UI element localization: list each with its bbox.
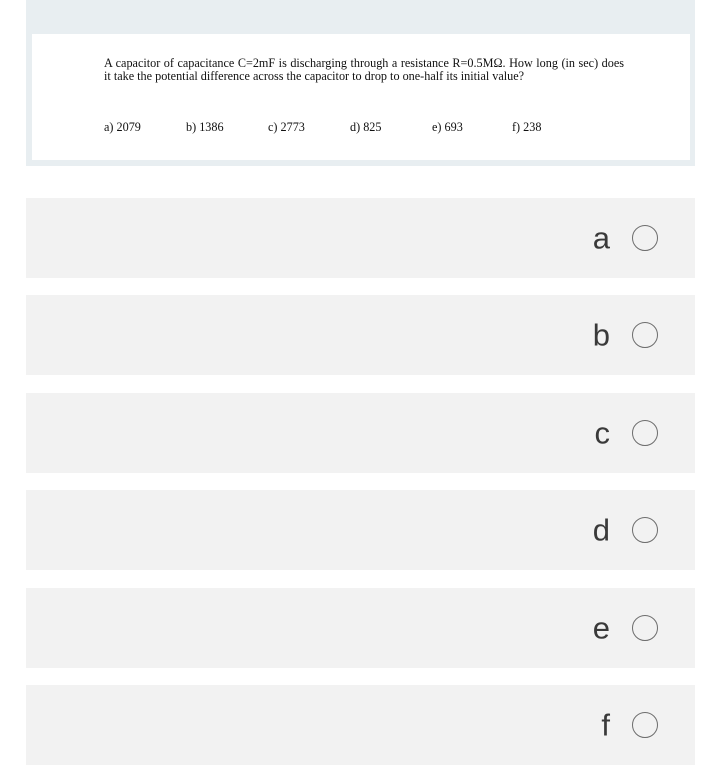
choices-line [32, 120, 690, 136]
choice-f-text: f) 238 [512, 120, 542, 134]
radio-unchecked-icon[interactable] [632, 322, 658, 348]
choice-c-text: c) 2773 [268, 120, 305, 134]
choice-a-text: a) 2079 [104, 120, 141, 134]
answer-label: c [594, 415, 610, 451]
question-card [32, 34, 690, 160]
choice-d-text: d) 825 [350, 120, 382, 134]
answer-label: a [592, 220, 610, 256]
question-text: A capacitor of capacitance C=2mF is discharging through a resistance R=0.5MΩ. How long (in sec) does it take the potential difference across the capacitor to drop to one-half its initial value? [104, 56, 624, 83]
answer-option-a[interactable] [26, 198, 695, 278]
choice-b-text: b) 1386 [186, 120, 224, 134]
radio-unchecked-icon[interactable] [632, 615, 658, 641]
answer-label: f [601, 707, 610, 743]
radio-unchecked-icon[interactable] [632, 225, 658, 251]
answer-label: d [592, 512, 610, 548]
radio-unchecked-icon[interactable] [632, 712, 658, 738]
answer-option-c[interactable] [26, 393, 695, 473]
choice-e-text: e) 693 [432, 120, 463, 134]
radio-unchecked-icon[interactable] [632, 420, 658, 446]
answer-label: b [592, 317, 610, 353]
answer-option-b[interactable] [26, 295, 695, 375]
answer-label: e [592, 610, 610, 646]
answer-option-d[interactable] [26, 490, 695, 570]
answer-option-f[interactable] [26, 685, 695, 765]
answer-option-e[interactable] [26, 588, 695, 668]
radio-unchecked-icon[interactable] [632, 517, 658, 543]
answer-options [26, 198, 695, 782]
